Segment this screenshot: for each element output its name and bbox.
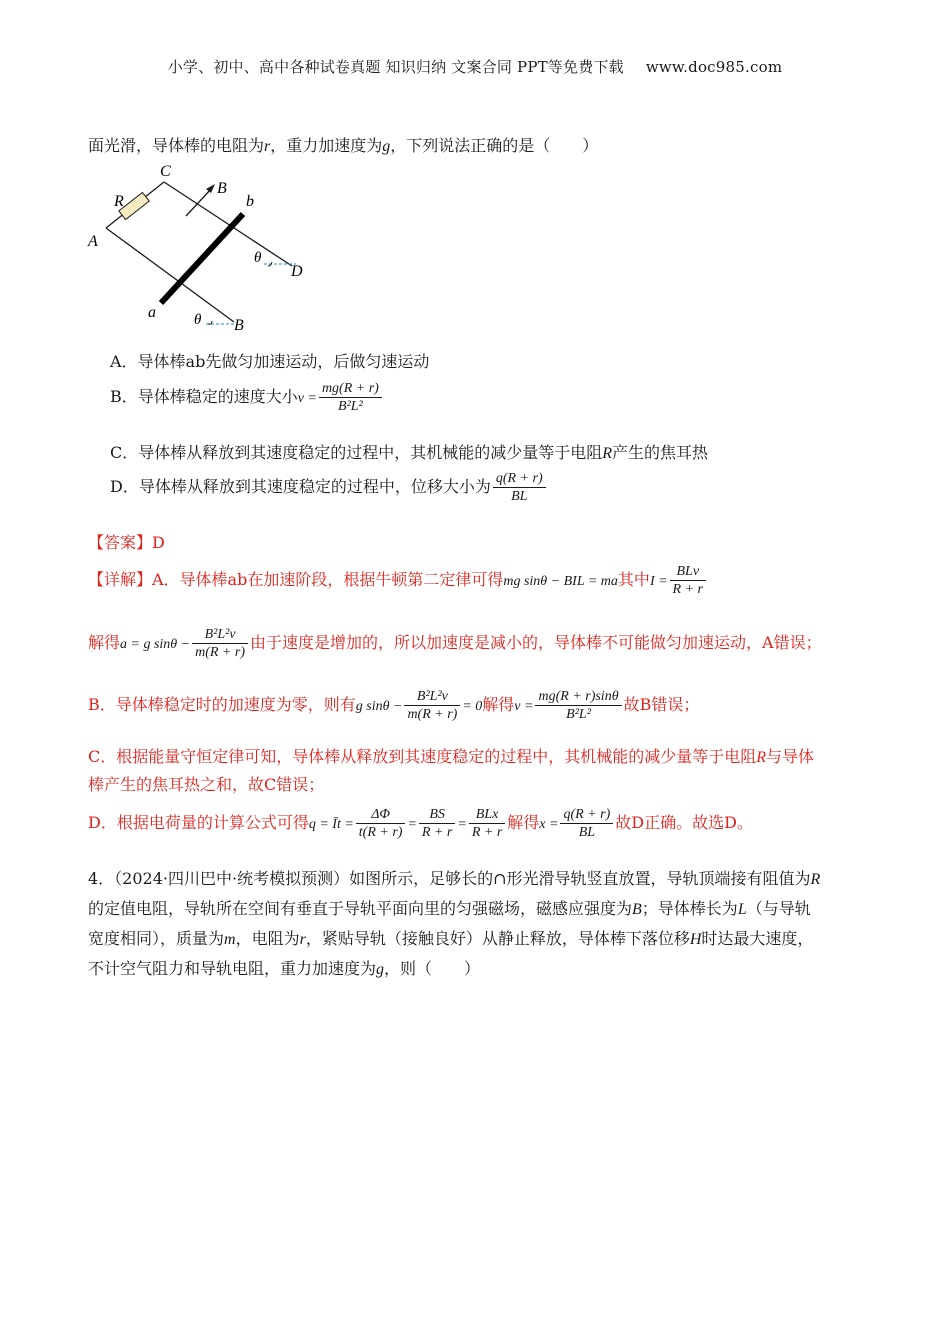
- option-c[interactable]: C．导体棒从释放到其速度稳定的过程中，其机械能的减少量等于电阻R产生的焦耳热: [110, 443, 709, 462]
- question-intro: 面光滑，导体棒的电阻为r，重力加速度为g，下列说法正确的是（ ）: [88, 136, 599, 155]
- label-theta-top: θ: [254, 250, 262, 266]
- label-C: C: [160, 163, 171, 180]
- label-a: a: [148, 304, 156, 321]
- label-R: R: [114, 193, 124, 210]
- detail-line-4: C．根据能量守恒定律可知，导体棒从释放到其速度稳定的过程中，其机械能的减少量等于电阻R与导体: [88, 747, 815, 766]
- question-4-line-1: 4．（2024·四川巴中·统考模拟预测）如图所示，足够长的∩形光滑导轨竖直放置，导轨顶端接有阻值为R: [88, 869, 821, 888]
- angle-arc-bottom: [208, 321, 212, 324]
- header-url[interactable]: www.doc985.com: [645, 58, 783, 76]
- page-header: [0, 56, 950, 77]
- option-b[interactable]: B．导体棒稳定的速度大小v = $\frac{mg(R + r)}{\text{B²L²}}$: [110, 380, 384, 415]
- option-d[interactable]: D．导体棒从释放到其速度稳定的过程中，位移大小为 $\frac{q(R + r)}{BL}$: [110, 470, 548, 505]
- option-a[interactable]: A．导体棒ab先做匀加速运动，后做匀速运动: [110, 352, 430, 371]
- label-B-point: B: [234, 317, 244, 334]
- label-b: b: [246, 193, 254, 210]
- question-4-line-2: 的定值电阻，导轨所在空间有垂直于导轨平面向里的匀强磁场，磁感应强度为B；导体棒长为L（与导轨: [88, 899, 811, 918]
- question-4-line-3: 宽度相同），质量为m，电阻为r，紧贴导轨（接触良好）从静止释放，导体棒下落位移H时达最大速度，: [88, 929, 814, 948]
- inclined-rail-diagram: [84, 158, 314, 338]
- conductor-rod: [161, 214, 243, 303]
- label-theta-bottom: θ: [194, 312, 202, 328]
- detail-line-5: 棒产生的焦耳热之和，故C错误；: [88, 775, 325, 794]
- detail-line-6: D．根据电荷量的计算公式可得q = Īt = $\frac{\Delta\Phi}{t(R + r)}$ = $\frac{BS}{R + r}$ = $\frac{\text{BLx}}{R + r}$ 解得x = $\frac{q(R + r)}{BL}$ 故D正确。故选D。: [88, 807, 753, 840]
- label-B-field: B: [217, 180, 227, 197]
- detail-line-2: 解得a = g sinθ − $\frac{\text{B²L²v}}{m(R + r)}$ 由于速度是增加的，所以加速度是减小的，导体棒不可能做匀加速运动，A错误；: [88, 627, 822, 660]
- label-A: A: [88, 233, 98, 250]
- field-arrow-head: [206, 184, 215, 193]
- answer-line: [88, 530, 165, 553]
- option-b-fraction: $\frac{mg(R + r)}{\text{B²L²}}$: [319, 380, 382, 415]
- label-D: D: [291, 263, 303, 280]
- header-text: 小学、初中、高中各种试卷真题 知识归纳 文案合同 PPT等免费下载: [167, 58, 624, 76]
- answer-value: D: [152, 533, 165, 552]
- detail-line-1: 【详解】A．导体棒ab在加速阶段，根据牛顿第二定律可得mg sinθ − BIL = ma其中I = $\frac{\text{BLv}}{R + r}$: [88, 563, 708, 598]
- field-arrow-line: [186, 188, 212, 216]
- detail-line-3: B．导体棒稳定时的加速度为零，则有g sinθ − $\frac{\text{B²L²v}}{m(R + r)}$ = 0解得v = $\frac{mg(R + r)\sin\theta}{\text{B²L²}}$ 故B错误；: [88, 689, 700, 722]
- option-d-fraction: $\frac{q(R + r)}{BL}$: [493, 470, 546, 505]
- question-4-line-4: 不计空气阻力和导轨电阻，重力加速度为g，则（ ）: [88, 959, 481, 978]
- upper-rail: [164, 182, 292, 266]
- answer-label: 【答案】: [88, 533, 153, 552]
